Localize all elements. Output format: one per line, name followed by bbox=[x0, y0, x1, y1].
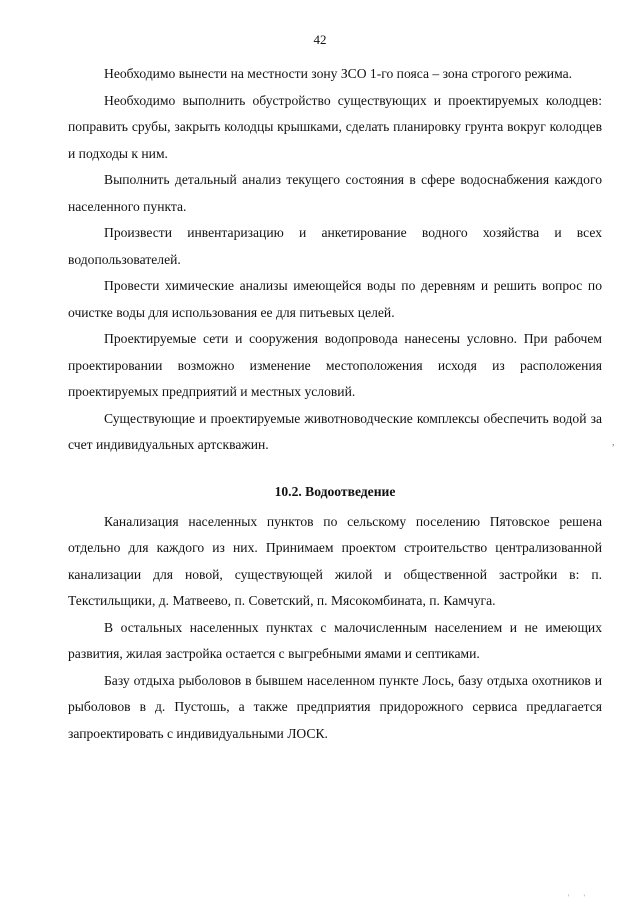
paragraph-sewerage: Канализация населенных пунктов по сельскому поселению Пятовское решена отдельно для каждого из них. Принимаем проектом строительство централизованной канализации для новой, существующей жилой и общественной застройки в: п. Текстильщики, д. Матвеево, п. Советский, п. Мясокомбината, п. Камчуга. bbox=[68, 513, 602, 608]
paragraph-recreation-base: Базу отдыха рыболовов в бывшем населенном пункте Лось, базу отдыха охотников и рыболовов в д. Пустошь, а также предприятия придорожного сервиса предлагается запроектировать с индивидуальными ЛОСК. bbox=[68, 672, 602, 741]
paragraph-livestock-complexes: Существующие и проектируемые животноводческие комплексы обеспечить водой за счет индивидуальных артскважин. bbox=[68, 410, 602, 452]
paragraph-wells-maintenance: Необходимо выполнить обустройство существующих и проектируемых колодцев: поправить срубы, закрыть колодцы крышками, сделать планировку грунта вокруг колодцев и подходы к ним. bbox=[68, 92, 602, 161]
paragraph-zso-zone: Необходимо вынести на местности зону ЗСО 1-го пояса – зона строгого режима. bbox=[104, 66, 573, 81]
paragraph-networks-conditional: Проектируемые сети и сооружения водопровода нанесены условно. При рабочем проектировании возможно изменение местоположения исходя из расположения проектируемых предприятий и местных условий. bbox=[68, 331, 602, 399]
paragraph-other-settlements: В остальных населенных пунктах с малочисленным населением и не имеющих развития, жилая застройка остается с выгребными ямами и септиками. bbox=[68, 619, 602, 661]
paragraph-inventory: Произвести инвентаризацию и анкетирование водного хозяйства и всех водопользователей. bbox=[68, 225, 602, 267]
scan-artifact-mark: , bbox=[612, 437, 615, 448]
paragraph-chemical-analysis: Провести химические анализы имеющейся воды по деревням и решить вопрос по очистке воды для использования ее для питьевых целей. bbox=[68, 278, 602, 320]
paragraph-water-supply-analysis: Выполнить детальный анализ текущего состояния в сфере водоснабжения каждого населенного пункта. bbox=[68, 172, 602, 214]
document-body bbox=[68, 61, 602, 747]
section-heading: 10.2. Водоотведение bbox=[274, 483, 396, 499]
scan-corner-marks: ' ' bbox=[568, 893, 591, 902]
page-number: 42 bbox=[313, 32, 327, 47]
